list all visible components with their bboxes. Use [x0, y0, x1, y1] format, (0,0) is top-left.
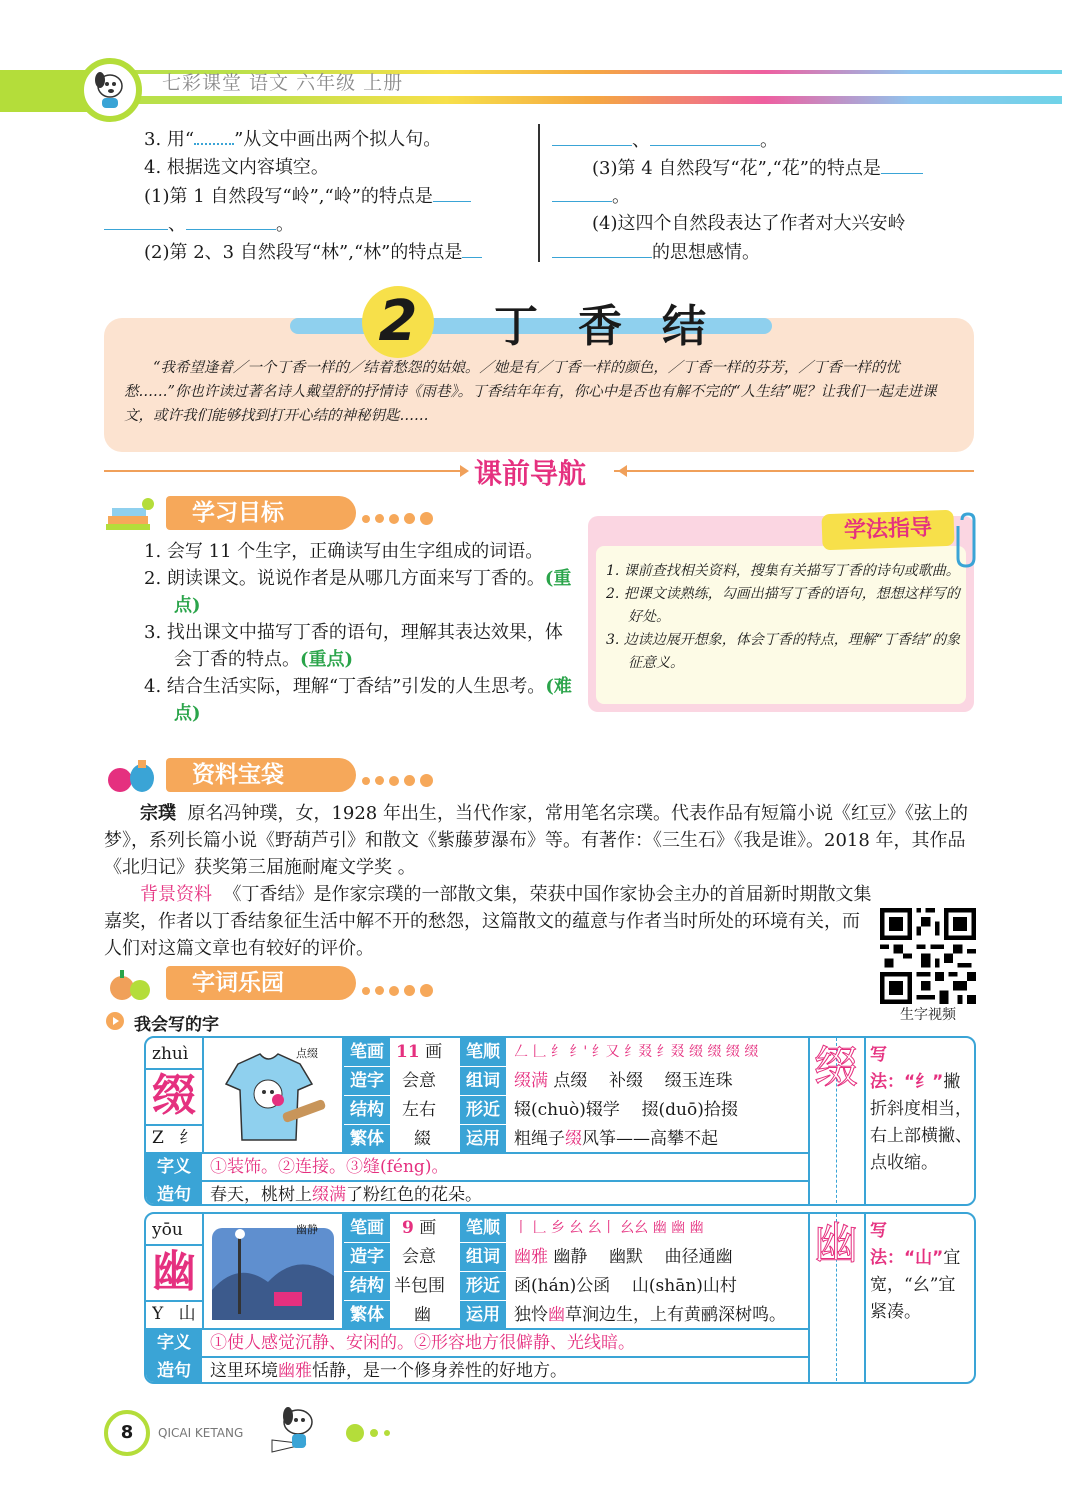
- usage: 独怜幽草涧边生，上有黄鹂深树鸣。: [514, 1305, 786, 1325]
- pinyin: yōu: [152, 1220, 183, 1240]
- footer-brand: QICAI KETANG: [158, 1426, 244, 1440]
- goal-item: 3. 找出课文中描写丁香的语句，理解其表达效果，体会丁香的特点。(重点): [144, 622, 563, 670]
- fruit-icon: [104, 964, 158, 1004]
- section-words-dots: [362, 984, 433, 997]
- similar: 辍(chuò)辍学 掇(duō)拾掇: [514, 1100, 738, 1120]
- study-method-item: 3. 边读边展开想象，体会丁香的特点，理解“丁香结”的象征意义。: [606, 632, 961, 671]
- sentence: 春天，桃树上缀满了粉红色的花朵。: [210, 1185, 482, 1205]
- qr-code[interactable]: [880, 908, 976, 1004]
- label-strokes: 笔画: [344, 1038, 390, 1066]
- lesson-intro: “我希望逢着／一个丁香一样的／结着愁怨的姑娘。／她是有／丁香一样的颜色，／丁香一样的芬芳，／丁香一样的忧愁……”你也许读过著名诗人戴望舒的抒情诗《雨巷》。丁香结年年有，你心中是否也有解不完的“人生结”呢？让我们一起走进课文，或许我们能够找到打开心结的神秘钥匙……: [124, 360, 937, 424]
- section-resources-heading: 资料宝袋: [166, 758, 356, 792]
- section-goals-dots: [362, 512, 433, 525]
- make: 会意: [402, 1071, 436, 1091]
- subheading-writable-chars: 我会写的字: [134, 1015, 219, 1035]
- label-strokes: 笔画: [344, 1214, 390, 1242]
- books-icon: [104, 494, 158, 534]
- traditional: 綴: [414, 1129, 431, 1149]
- pic-caption: 幽静: [296, 1223, 318, 1236]
- exercise-q4-1: (1)第 1 自然段写“岭”,“岭”的特点是: [144, 182, 471, 211]
- meaning: ①装饰。②连接。③缝(féng)。: [210, 1157, 449, 1177]
- study-method-item: 2. 把课文读熟练，勾画出描写丁香的语句，想想这样写的好处。: [606, 586, 960, 625]
- word-group: 幽雅 幽静 幽默 曲径通幽: [514, 1247, 733, 1267]
- dog-mascot-footer-icon: [266, 1400, 326, 1460]
- pic-caption: 点缀: [296, 1047, 318, 1060]
- label-make: 造字: [344, 1067, 390, 1095]
- exercise-q4-3-cont: 。: [552, 182, 630, 211]
- label-structure: 结构: [344, 1272, 390, 1300]
- page-number: 8: [104, 1410, 150, 1456]
- resources-text: [104, 800, 976, 962]
- similar: 函(hán)公函 山(shān)山村: [514, 1276, 737, 1296]
- column-divider: [538, 124, 540, 262]
- exercise-q4-4-cont: 的思想感情。: [552, 238, 760, 267]
- make: 会意: [402, 1247, 436, 1267]
- lesson-number: 2: [362, 286, 434, 358]
- nav-arrow-left-icon: [460, 465, 469, 477]
- exercise-q3: 3. 用“ ”从文中画出两个拟人句。: [144, 129, 442, 150]
- lesson-title: 丁香结: [494, 301, 746, 352]
- structure: 半包围: [394, 1276, 445, 1296]
- word-group: 缀满 点缀 补缀 缀玉连珠: [514, 1071, 733, 1091]
- traditional: 幽: [414, 1305, 431, 1325]
- label-traditional: 繁体: [344, 1125, 390, 1153]
- label-sentence: 造句: [146, 1357, 202, 1384]
- bag-apple-icon: [104, 756, 158, 796]
- meaning: ①使人感觉沉静、安闲的。②形容地方很僻静、光线暗。: [210, 1333, 635, 1353]
- label-group: 组词: [460, 1067, 506, 1095]
- exercise-q4-4: (4)这四个自然段表达了作者对大兴安岭: [592, 213, 906, 234]
- author-paragraph: 宗璞 原名冯钟璞，女，1928 年出生，当代作家，常用笔名宗璞。代表作品有短篇小说《红豆》《弦上的梦》，系列长篇小说《野葫芦引》和散文《紫藤萝瀑布》等。有著作：《三生石》《我是谁》。2018 年，其作品《北归记》获奖第三届施耐庵文学奖 。: [104, 803, 968, 878]
- label-sentence: 造句: [146, 1181, 202, 1206]
- label-group: 组词: [460, 1243, 506, 1271]
- header-title: 七彩课堂 语文 六年级 上册: [162, 72, 404, 94]
- label-usage: 运用: [460, 1125, 506, 1153]
- char-glyph: 缀: [152, 1070, 196, 1121]
- label-meaning: 字义: [146, 1153, 202, 1181]
- sentence: 这里环境幽雅恬静，是一个修身养性的好地方。: [210, 1361, 567, 1381]
- play-bullet-icon: [106, 1012, 124, 1030]
- index-radical: Y 山: [152, 1304, 196, 1324]
- writing-tip: 写法：“山”宜宽，“幺”宜紧凑。: [870, 1221, 961, 1322]
- strokes: 11 画: [396, 1042, 443, 1062]
- char-glyph: 幽: [152, 1246, 196, 1297]
- goal-item: 1. 会写 11 个生字，正确读写由生字组成的词语。: [144, 541, 544, 562]
- exercise-q4-3: (3)第 4 自然段写“花”,“花”的特点是: [592, 154, 923, 183]
- study-method-item: 1. 课前查找相关资料，搜集有关描写丁香的诗句或歌曲。: [606, 563, 960, 579]
- label-order: 笔顺: [460, 1038, 506, 1066]
- label-order: 笔顺: [460, 1214, 506, 1242]
- exercise-q4-2: (2)第 2、3 自然段写“林”,“林”的特点是: [144, 238, 482, 267]
- stroke-order: 𠃋 𠃊 纟 纟' 纟又 纟叕 纟叕 缀 缀 缀 缀: [514, 1044, 759, 1060]
- footer-dots: [346, 1424, 390, 1442]
- writing-tip: 写法：“纟”撇折斜度相当，右上部横撇、点收缩。: [870, 1045, 972, 1173]
- usage: 粗绳子缀风筝——高攀不起: [514, 1129, 718, 1149]
- structure: 左右: [402, 1100, 436, 1120]
- nav-divider-left: [104, 470, 466, 472]
- label-make: 造字: [344, 1243, 390, 1271]
- background-paragraph: 背景资料 《丁香结》是作家宗璞的一部散文集，荣获中国作家协会主办的首届新时期散文集嘉奖，作者以丁香结象征生活中解不开的愁怨，这篇散文的蕴意与作者当时所处的环境有关，而人们对这篇文章也有较好的评价。: [104, 884, 872, 959]
- quiet-scene-illustration: [208, 1220, 338, 1324]
- section-title-preview: 课前导航: [474, 457, 587, 490]
- pinyin: zhuì: [152, 1044, 189, 1064]
- tip-glyph: 幽: [814, 1218, 858, 1269]
- index-radical: Z 纟: [152, 1128, 197, 1148]
- label-similar: 形近: [460, 1096, 506, 1124]
- strokes: 9 画: [402, 1218, 437, 1238]
- exercise-q4-1-cont: 、 。: [104, 210, 294, 239]
- char-card-zhui: [144, 1036, 976, 1206]
- char-card-you: [144, 1212, 976, 1384]
- tip-glyph: 缀: [814, 1042, 858, 1093]
- goal-item: 4. 结合生活实际，理解“丁香结”引发的人生思考。(难点): [144, 676, 572, 724]
- dog-mascot-icon: [92, 70, 128, 110]
- header-bar-inner: [0, 74, 1062, 96]
- exercise-q4: 4. 根据选文内容填空。: [144, 157, 329, 178]
- label-usage: 运用: [460, 1301, 506, 1329]
- section-words-heading: 字词乐园: [166, 966, 356, 1000]
- qr-caption: 生字视频: [900, 1007, 956, 1023]
- section-goals-heading: 学习目标: [166, 496, 356, 530]
- label-similar: 形近: [460, 1272, 506, 1300]
- section-resources-dots: [362, 774, 433, 787]
- stroke-order: 丨 𠃊 乡 幺 幺丨 幺幺 幽 幽 幽: [514, 1220, 704, 1236]
- tshirt-illustration: [208, 1044, 338, 1148]
- label-traditional: 繁体: [344, 1301, 390, 1329]
- study-method-heading: 学法指导: [821, 510, 954, 551]
- nav-divider-right: [614, 470, 974, 472]
- label-structure: 结构: [344, 1096, 390, 1124]
- label-meaning: 字义: [146, 1329, 202, 1357]
- goal-item: 2. 朗读课文。说说作者是从哪几方面来写丁香的。(重点): [144, 568, 572, 616]
- goals-list: [144, 538, 576, 727]
- study-method-list: [606, 560, 966, 675]
- exercise-right-cont: 、 。: [552, 126, 778, 155]
